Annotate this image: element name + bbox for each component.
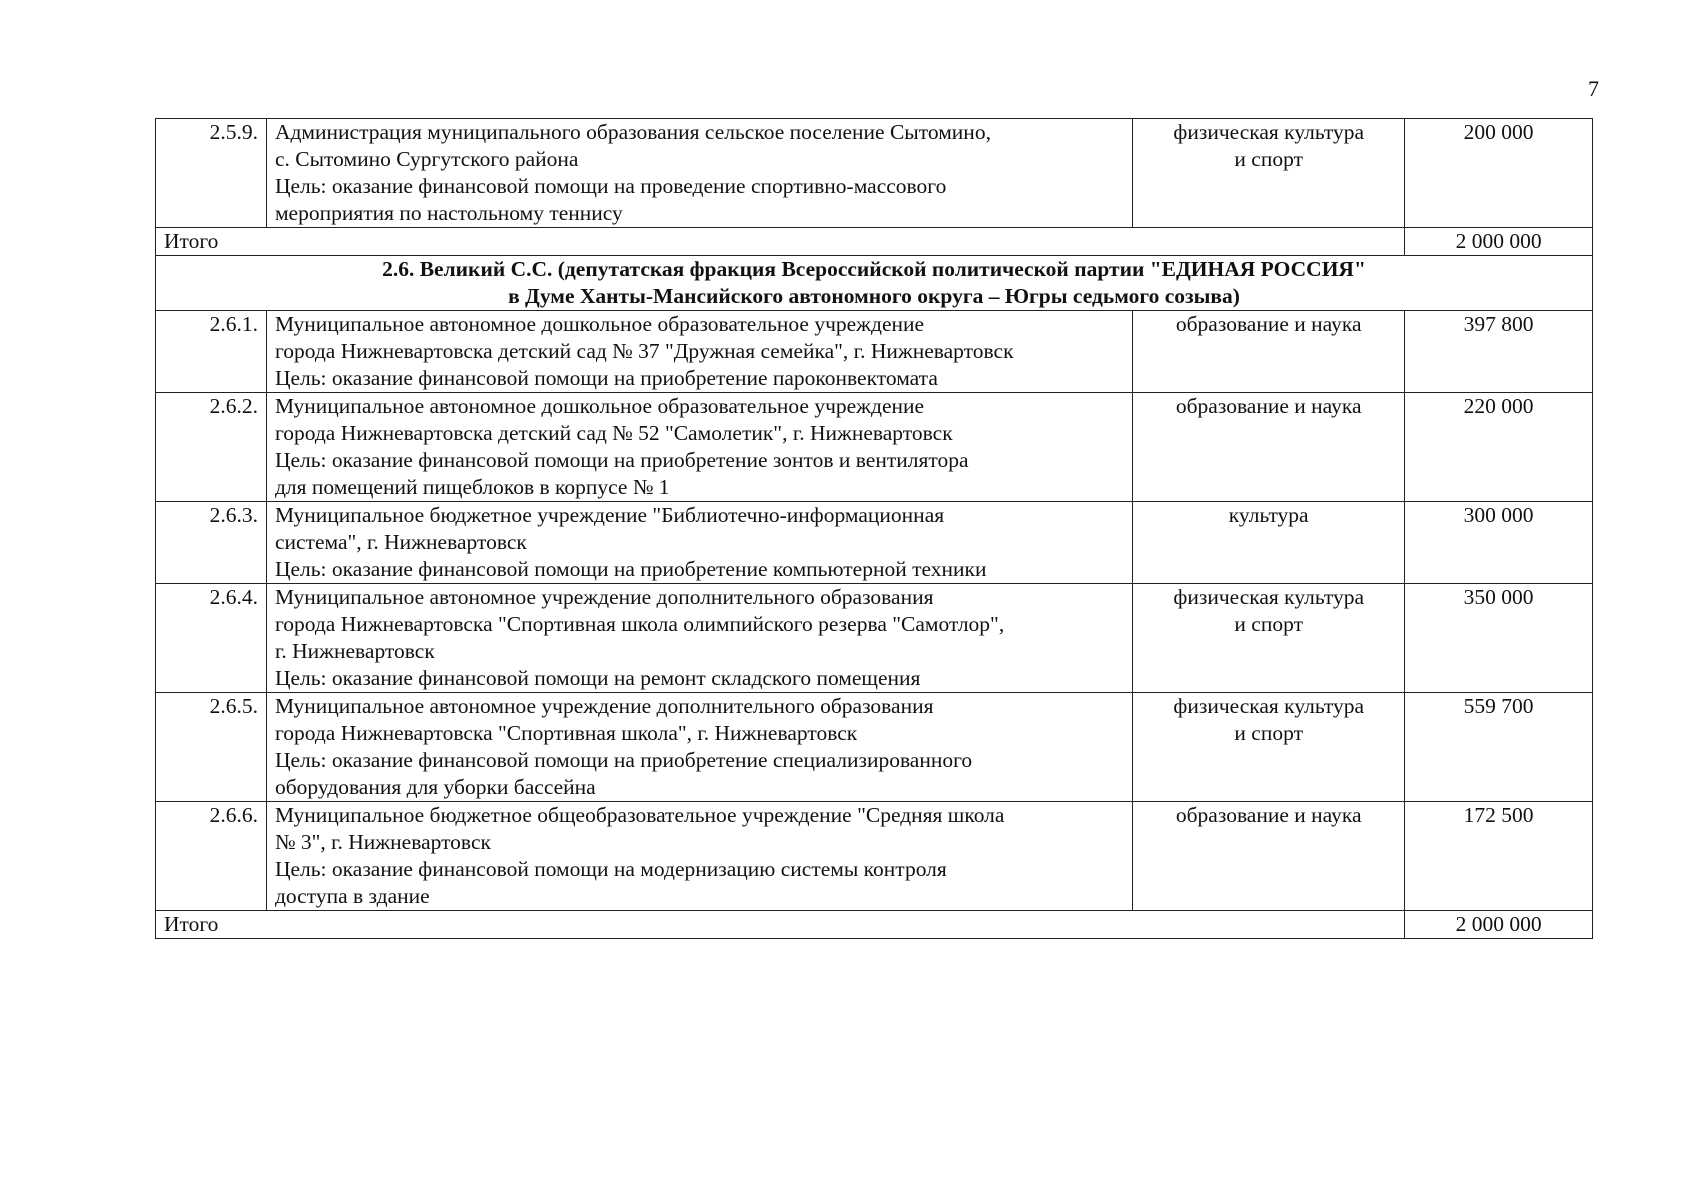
description-line: Администрация муниципального образования сельское поселение Сытомино, <box>274 120 991 144</box>
section-heading-row <box>156 256 1593 311</box>
item-amount: 559 700 <box>1405 693 1593 802</box>
category-line: культура <box>1228 503 1309 527</box>
table-row <box>156 502 1593 584</box>
item-amount: 300 000 <box>1405 502 1593 584</box>
item-number: 2.5.9. <box>156 119 267 228</box>
description-line: с. Сытомино Сургутского района <box>274 147 579 171</box>
item-description <box>266 119 1132 228</box>
item-description <box>266 393 1132 502</box>
table-row <box>156 802 1593 911</box>
item-number: 2.6.4. <box>156 584 267 693</box>
table-row <box>156 119 1593 228</box>
item-description <box>266 311 1132 393</box>
description-line: города Нижневартовска детский сад № 37 "Дружная семейка", г. Нижневартовск <box>274 339 1014 363</box>
category-line: и спорт <box>1234 147 1303 171</box>
item-amount: 397 800 <box>1405 311 1593 393</box>
item-description <box>266 693 1132 802</box>
item-description <box>266 502 1132 584</box>
table-row <box>156 693 1593 802</box>
allocation-table <box>155 118 1593 939</box>
category-line: образование и наука <box>1175 312 1362 336</box>
item-category <box>1133 393 1405 502</box>
description-line: Цель: оказание финансовой помощи на ремонт складского помещения <box>274 666 921 690</box>
description-line: города Нижневартовска детский сад № 52 "Самолетик", г. Нижневартовск <box>274 421 953 445</box>
description-line: Муниципальное бюджетное общеобразовательное учреждение "Средняя школа <box>274 803 1005 827</box>
allocation-table-body <box>156 119 1593 939</box>
total-row <box>156 228 1593 256</box>
category-line: и спорт <box>1234 721 1303 745</box>
total-label: Итого <box>156 228 1405 256</box>
description-line: № 3", г. Нижневартовск <box>274 830 491 854</box>
item-amount: 200 000 <box>1405 119 1593 228</box>
category-line: образование и наука <box>1175 394 1362 418</box>
item-category <box>1133 802 1405 911</box>
description-line: мероприятия по настольному теннису <box>274 201 623 225</box>
table-row <box>156 584 1593 693</box>
category-line: и спорт <box>1234 612 1303 636</box>
item-number: 2.6.2. <box>156 393 267 502</box>
item-category <box>1133 584 1405 693</box>
section-heading-line: в Думе Ханты-Мансийского автономного округа – Югры седьмого созыва) <box>508 284 1240 308</box>
description-line: для помещений пищеблоков в корпусе № 1 <box>274 475 670 499</box>
item-number: 2.6.5. <box>156 693 267 802</box>
description-line: города Нижневартовска "Спортивная школа", г. Нижневартовск <box>274 721 858 745</box>
item-number: 2.6.6. <box>156 802 267 911</box>
description-line: Цель: оказание финансовой помощи на модернизацию системы контроля <box>274 857 947 881</box>
description-line: Цель: оказание финансовой помощи на проведение спортивно-массового <box>274 174 947 198</box>
description-line: Муниципальное автономное учреждение дополнительного образования <box>274 585 934 609</box>
category-line: образование и наука <box>1175 803 1362 827</box>
total-amount: 2 000 000 <box>1405 228 1593 256</box>
table-row <box>156 393 1593 502</box>
description-line: г. Нижневартовск <box>274 639 435 663</box>
description-line: Цель: оказание финансовой помощи на приобретение пароконвектомата <box>274 366 938 390</box>
item-description <box>266 802 1132 911</box>
total-label: Итого <box>156 911 1405 939</box>
category-line: физическая культура <box>1173 120 1365 144</box>
description-line: Муниципальное автономное учреждение дополнительного образования <box>274 694 934 718</box>
description-line: система", г. Нижневартовск <box>274 530 527 554</box>
description-line: Муниципальное автономное дошкольное образовательное учреждение <box>274 312 925 336</box>
total-amount: 2 000 000 <box>1405 911 1593 939</box>
item-description <box>266 584 1132 693</box>
section-heading <box>156 256 1593 311</box>
section-heading-line: 2.6. Великий С.С. (депутатская фракция Всероссийской политической партии "ЕДИНАЯ РОССИЯ" <box>382 257 1366 281</box>
item-number: 2.6.1. <box>156 311 267 393</box>
item-amount: 172 500 <box>1405 802 1593 911</box>
description-line: оборудования для уборки бассейна <box>274 775 596 799</box>
description-line: города Нижневартовска "Спортивная школа олимпийского резерва "Самотлор", <box>274 612 1005 636</box>
table-row <box>156 311 1593 393</box>
description-line: Цель: оказание финансовой помощи на приобретение зонтов и вентилятора <box>274 448 969 472</box>
category-line: физическая культура <box>1173 694 1365 718</box>
item-category <box>1133 311 1405 393</box>
item-category <box>1133 502 1405 584</box>
page-number: 7 <box>1588 76 1599 101</box>
description-line: Муниципальное автономное дошкольное образовательное учреждение <box>274 394 925 418</box>
description-line: доступа в здание <box>274 884 430 908</box>
item-category <box>1133 119 1405 228</box>
item-category <box>1133 693 1405 802</box>
item-amount: 350 000 <box>1405 584 1593 693</box>
item-amount: 220 000 <box>1405 393 1593 502</box>
description-line: Цель: оказание финансовой помощи на приобретение специализированного <box>274 748 973 772</box>
description-line: Муниципальное бюджетное учреждение "Библиотечно-информационная <box>274 503 945 527</box>
description-line: Цель: оказание финансовой помощи на приобретение компьютерной техники <box>274 557 987 581</box>
category-line: физическая культура <box>1173 585 1365 609</box>
item-number: 2.6.3. <box>156 502 267 584</box>
total-row <box>156 911 1593 939</box>
